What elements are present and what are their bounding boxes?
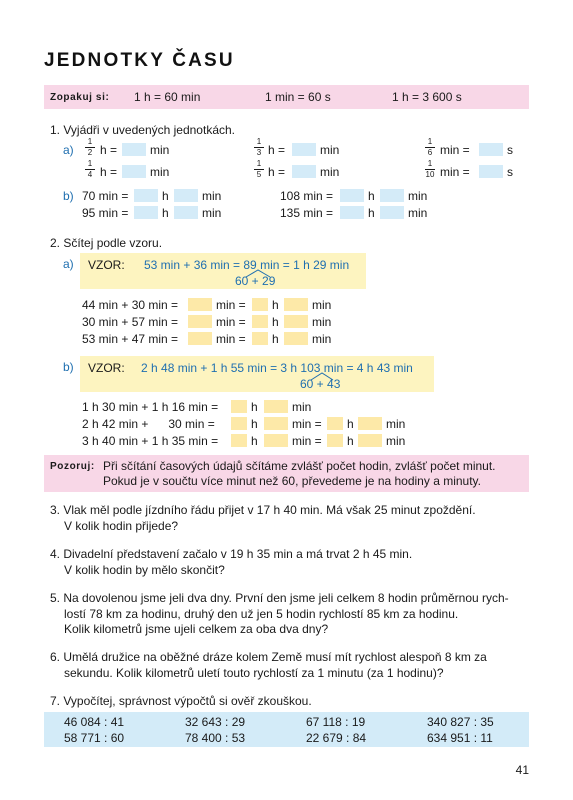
unit-text: min [292,400,312,414]
answer-blank[interactable] [252,332,268,345]
unit-text: min [386,434,406,448]
fraction-text: h = [100,165,118,179]
answer-blank[interactable] [231,434,247,447]
example-equation: 2 h 48 min + 1 h 55 min = 3 h 103 min = 4 h 43 min [141,361,413,375]
unit-text: min [320,165,340,179]
eq-text: min = [292,417,322,431]
unit-text: h [162,189,169,203]
exercise-line: 3. Vlak měl podle jízdního řádu přijet v 17 h 40 min. Má však 25 minut zpoždění. [50,503,476,517]
answer-blank[interactable] [479,143,503,156]
answer-blank[interactable] [264,400,288,413]
unit-text: h [251,400,258,414]
unit-text: min [312,298,332,312]
answer-blank[interactable] [380,189,404,202]
answer-blank[interactable] [188,315,212,328]
sum-row: 53 min + 47 min = [82,332,179,346]
eq-text: min = [292,434,322,448]
unit-text: min [150,143,170,157]
answer-blank[interactable] [134,206,158,219]
fraction: 1 4 [84,160,96,179]
fraction: 1 5 [253,160,265,179]
answer-blank[interactable] [252,298,268,311]
answer-blank[interactable] [284,298,308,311]
eq-text: min = [216,298,246,312]
conv-left: 108 min = [280,189,334,203]
example-label: VZOR: [88,258,125,272]
answer-blank[interactable] [122,143,146,156]
exercise-heading: 7. Vypočítej, správnost výpočtů si ověř zkouškou. [50,694,312,708]
exercise-heading: 2. Sčítej podle vzoru. [50,236,163,250]
exercise-line: 4. Divadelní představení začalo v 19 h 35 min a má trvat 2 h 45 min. [50,547,413,561]
example-equation: 53 min + 36 min = 89 min = 1 h 29 min [144,258,350,272]
answer-blank[interactable] [327,417,343,430]
example-subresult: 60 + 29 [235,274,276,288]
answer-blank[interactable] [264,417,288,430]
sub-label: a) [63,143,74,157]
unit-text: min [408,189,428,203]
fraction-text: min = [440,165,470,179]
note-text: Při sčítání časových údajů sčítáme zvlášť počet hodin, zvlášť počet minut. [103,459,496,473]
division-item: 22 679 : 84 [306,731,367,745]
answer-blank[interactable] [284,332,308,345]
page-title: JEDNOTKY ČASU [44,50,235,71]
example-label: VZOR: [88,361,125,375]
fraction-text: min = [440,143,470,157]
unit-text: h [368,189,375,203]
division-item: 32 643 : 29 [185,715,246,729]
unit-text: min [312,332,332,346]
unit-text: min [150,165,170,179]
answer-blank[interactable] [340,189,364,202]
unit-text: h [272,332,279,346]
unit-text: min [386,417,406,431]
answer-blank[interactable] [358,417,382,430]
review-item: 1 min = 60 s [265,90,331,104]
unit-text: s [507,143,513,157]
answer-blank[interactable] [264,434,288,447]
fraction: 1 3 [253,138,265,157]
conv-left: 70 min = [82,189,129,203]
division-item: 340 827 : 35 [427,715,494,729]
sum-row: 30 min + 57 min = [82,315,179,329]
answer-blank[interactable] [340,206,364,219]
fraction-text: h = [268,165,286,179]
exercise-line: Kolik kilometrů jsme ujeli celkem za oba dva dny? [64,622,329,636]
answer-blank[interactable] [252,315,268,328]
answer-blank[interactable] [134,189,158,202]
fraction-text: h = [100,143,118,157]
sum-row: 44 min + 30 min = [82,298,179,312]
answer-blank[interactable] [380,206,404,219]
exercise-line: V kolik hodin přijede? [64,519,179,533]
unit-text: h [272,298,279,312]
unit-text: h [368,206,375,220]
eq-text: min = [216,315,246,329]
review-item: 1 h = 3 600 s [392,90,462,104]
answer-blank[interactable] [358,434,382,447]
answer-blank[interactable] [231,400,247,413]
exercise-line: sekundu. Kolik kilometrů uletí touto rychlostí za 1 minutu (za 1 hodinu)? [64,666,444,680]
example-subresult: 60 + 43 [300,377,341,391]
conv-left: 135 min = [280,206,334,220]
sum-row: 1 h 30 min + 1 h 16 min = [82,400,219,414]
unit-text: min [320,143,340,157]
unit-text: s [507,165,513,179]
unit-text: min [312,315,332,329]
review-label: Zopakuj si: [50,92,110,103]
unit-text: h [272,315,279,329]
note-text: Pokud je v součtu více minut než 60, převedeme je na hodiny a minuty. [103,474,481,488]
unit-text: h [251,417,258,431]
exercise-line: 6. Umělá družice na oběžné dráze kolem Země musí mít rychlost alespoň 8 km za [50,650,487,664]
unit-text: h [347,434,354,448]
fraction: 1 2 [84,138,96,157]
unit-text: h [162,206,169,220]
division-item: 46 084 : 41 [64,715,125,729]
answer-blank[interactable] [174,189,198,202]
sum-row: 3 h 40 min + 1 h 35 min = [82,434,219,448]
division-item: 78 400 : 53 [185,731,246,745]
answer-blank[interactable] [174,206,198,219]
note-label: Pozoruj: [50,461,95,472]
eq-text: min = [216,332,246,346]
division-item: 634 951 : 11 [427,731,493,745]
answer-blank[interactable] [292,165,316,178]
division-item: 67 118 : 19 [306,715,366,729]
sub-label: a) [63,257,74,271]
answer-blank[interactable] [231,417,247,430]
unit-text: min [408,206,428,220]
answer-blank[interactable] [122,165,146,178]
unit-text: h [251,434,258,448]
answer-blank[interactable] [188,298,212,311]
unit-text: min [202,189,222,203]
answer-blank[interactable] [327,434,343,447]
exercise-line: lostí 78 km za hodinu, druhý den už jen 5 hodin rychlostí 85 km za hodinu. [64,607,459,621]
sub-label: b) [63,360,74,374]
division-item: 58 771 : 60 [64,731,125,745]
unit-text: h [347,417,354,431]
exercise-line: 5. Na dovolenou jsme jeli dva dny. První den jsme jeli celkem 8 hodin průměrnou rych- [50,591,509,605]
sum-row: 2 h 42 min + 30 min = [82,417,215,431]
exercise-heading: 1. Vyjádři v uvedených jednotkách. [50,123,235,137]
fraction: 1 6 [424,138,436,157]
fraction-text: h = [268,143,286,157]
answer-blank[interactable] [284,315,308,328]
page-number: 41 [515,763,529,777]
conv-left: 95 min = [82,206,129,220]
unit-text: min [202,206,222,220]
fraction: 1 10 [425,159,435,179]
answer-blank[interactable] [188,332,212,345]
review-item: 1 h = 60 min [134,90,201,104]
sub-label: b) [63,189,74,203]
answer-blank[interactable] [292,143,316,156]
answer-blank[interactable] [479,165,503,178]
exercise-line: V kolik hodin by mělo skončit? [64,563,225,577]
